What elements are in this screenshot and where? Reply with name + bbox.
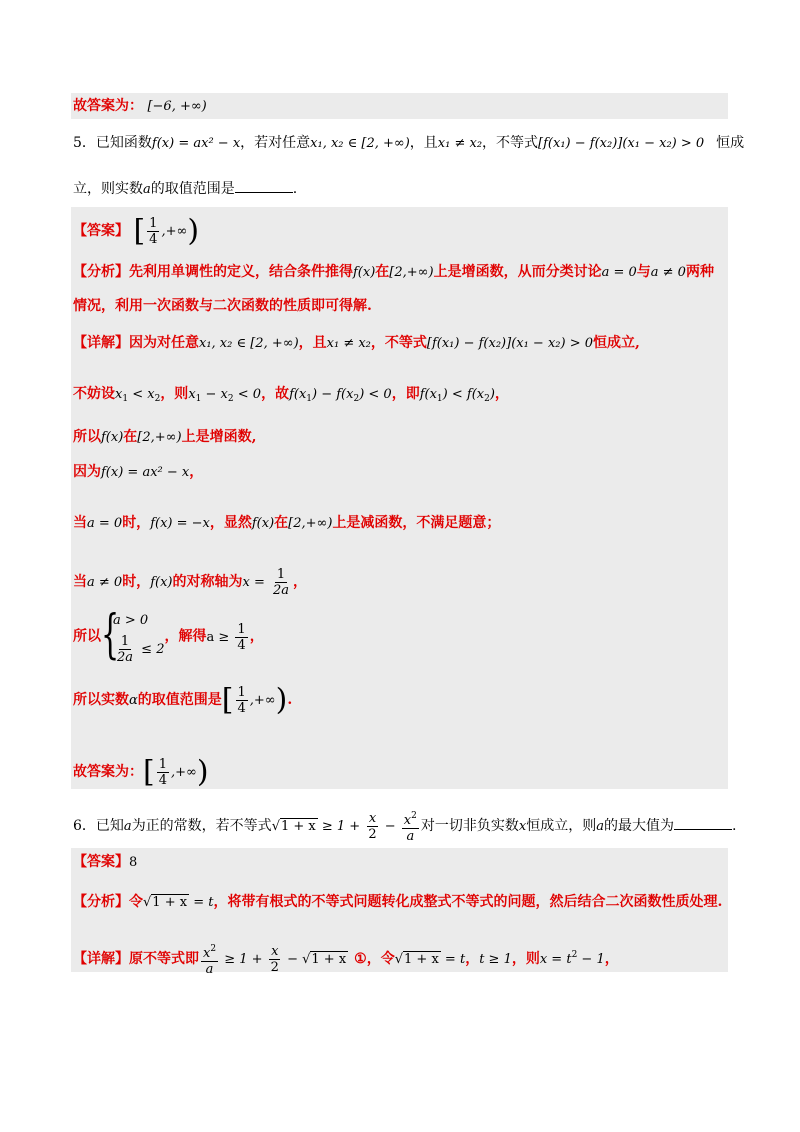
analysis-6 (73, 892, 722, 913)
formula: f(x) (150, 575, 173, 590)
question-6-line-1 (73, 808, 736, 845)
detail-text: ，令 (366, 951, 395, 967)
analysis-text: 与 (636, 264, 651, 280)
detail-text: ，不等式 (370, 335, 427, 351)
detail-5-line-5 (73, 513, 500, 534)
answer-blank (235, 179, 293, 193)
detail-5-line-6 (73, 564, 307, 601)
detail-text: ，则 (160, 386, 189, 402)
answer-value: 8 (129, 855, 138, 870)
formula: $\frac{x^2}{a}$ ≥ 1 + $\frac{x}{2}$ − √1 + x (203, 944, 347, 977)
question-number: 6．已知 (73, 818, 124, 834)
question-text: 恒成立，则 (526, 818, 597, 834)
question-5-line-1 (73, 133, 744, 154)
detail-text: . (287, 692, 293, 708)
final-answer-value: [−6, +∞) (147, 99, 207, 114)
detail-text: ， (249, 628, 264, 645)
analysis-text: 情况，利用一次函数与二次函数的性质即可得解. (73, 298, 372, 314)
analysis-text: 两种 (685, 264, 714, 280)
final-answer-5 (73, 752, 209, 793)
question-text: . (292, 181, 298, 197)
detail-5-line-8 (73, 680, 292, 721)
analysis-5-line-2 (73, 296, 372, 316)
detail-text: ，解得 (164, 628, 207, 645)
formula: [2,+∞) (288, 516, 333, 531)
formula: t ≥ 1 (479, 952, 512, 967)
detail-6 (73, 937, 619, 978)
formula: √1 + x = t (143, 895, 214, 910)
answer-tag: 【答案】 (73, 223, 129, 239)
question-text: . (731, 818, 737, 834)
formula: a ≠ 0 (650, 265, 686, 280)
answer-6 (73, 852, 137, 873)
variable: a (596, 819, 604, 834)
detail-5-line-7 (73, 605, 264, 666)
formula: $f(x_1) < f(x_2)$ (419, 387, 495, 404)
detail-text: 所以实数 (73, 692, 129, 708)
equation-marker: ① (354, 951, 367, 967)
detail-text: ，故 (261, 386, 290, 402)
detail-text: 所以 (73, 429, 101, 445)
question-5-line-2 (73, 179, 297, 200)
detail-text: ， (494, 386, 509, 402)
detail-text: 因为 (73, 464, 101, 480)
analysis-text: 上是增函数，从而分类讨论 (433, 264, 602, 280)
analysis-5-line-1 (73, 262, 714, 283)
formula: √1 + x ≥ 1 + $\frac{x}{2}$ − $\frac{x^2}{a}$ (271, 811, 417, 844)
variable: a (123, 819, 132, 834)
question-text: 立，则实数 (73, 181, 143, 197)
question-text: 恒成 (716, 135, 745, 151)
formula: x₁, x₂ ∈ [2, +∞) (310, 136, 410, 151)
detail-text: 恒成立, (593, 335, 640, 351)
detail-text: 原不等式即 (129, 951, 199, 967)
question-text: 的取值范围是 (150, 181, 235, 197)
variable: x (518, 819, 527, 834)
analysis-tag: 【分析】 (73, 894, 129, 910)
analysis-text: 先利用单调性的定义，结合条件推得 (129, 264, 353, 280)
formula: x₁ ≠ x₂ (326, 336, 371, 351)
prev-answer-line (73, 96, 207, 117)
detail-text: ， (189, 464, 204, 480)
variable: α (129, 693, 138, 708)
final-answer-label: 故答案为： (73, 764, 143, 780)
detail-text: 因为对任意 (129, 335, 199, 351)
formula: [2,+∞) (389, 265, 434, 280)
inequality-system: { a > 0 $\frac{1}{2a}$ ≤ 2 (101, 605, 165, 665)
detail-text: 在 (123, 429, 138, 445)
final-answer-label: 故答案为： (73, 98, 143, 114)
question-number: 5．已知函数 (73, 135, 152, 151)
detail-5-line-4 (73, 462, 203, 483)
detail-text: ，即 (391, 386, 420, 402)
analysis-tag: 【分析】 (73, 264, 129, 280)
question-text: 的最大值为 (603, 818, 674, 834)
formula: $x_1 < x_2$ (115, 387, 161, 404)
formula: a = 0 (87, 516, 123, 531)
detail-text: 当 (73, 515, 87, 531)
detail-text: ， (293, 574, 308, 590)
formula: x₁ ≠ x₂ (437, 136, 483, 151)
formula: √1 + x = t (394, 952, 466, 967)
analysis-text: 在 (375, 264, 390, 280)
formula: $x_1 - x_2 < 0$ (188, 387, 262, 404)
question-text: ，若对任意 (240, 135, 311, 151)
analysis-text: ，将带有根式的不等式问题转化成整式不等式的问题，然后结合二次函数性质处理. (213, 894, 723, 910)
question-text: ，且 (409, 135, 438, 151)
detail-text: 上是减函数，不满足题意； (332, 515, 501, 531)
detail-text: 的对称轴为 (172, 574, 243, 590)
detail-5-line-1 (73, 333, 640, 354)
detail-tag: 【详解】 (73, 335, 129, 351)
answer-tag: 【答案】 (73, 854, 129, 870)
formula: $x = t^2 - 1$ (539, 950, 605, 967)
formula: f(x) (101, 430, 124, 445)
formula: [f(x₁) − f(x₂)](x₁ − x₂) > 0 (426, 336, 594, 351)
formula: x = $\frac{1}{2a}$ (242, 567, 290, 598)
detail-text: ， (604, 951, 619, 967)
formula: f(x) = −x (150, 516, 210, 531)
detail-text: ， (465, 951, 480, 967)
formula: f(x) (251, 516, 275, 531)
detail-5-line-3 (73, 427, 256, 448)
answer-value: [ $\frac{1}{4}$ ,+∞) (133, 213, 200, 249)
detail-5-line-2 (73, 384, 509, 409)
answer-5 (73, 215, 199, 248)
detail-text: ，则 (511, 951, 540, 967)
formula: [ $\frac{1}{4}$ ,+∞) (143, 754, 209, 790)
detail-text: 时， (122, 574, 151, 590)
detail-text: 当 (73, 574, 87, 590)
answer-blank (674, 816, 732, 830)
detail-text: 的取值范围是 (137, 692, 222, 708)
formula: f(x) (353, 265, 376, 280)
formula: a = 0 (601, 265, 637, 280)
variable: a (143, 182, 151, 197)
formula: [2,+∞) (137, 430, 182, 445)
question-text: 对一切非负实数 (420, 818, 519, 834)
detail-text: 上是增函数, (181, 429, 257, 445)
detail-text: 时， (122, 515, 151, 531)
formula: f(x) = ax² − x (151, 136, 241, 151)
detail-text: 在 (274, 515, 289, 531)
formula: [ $\frac{1}{4}$ ,+∞) (221, 682, 288, 718)
detail-text: ，显然 (209, 515, 252, 531)
detail-text: ，且 (298, 335, 327, 351)
question-text: ，不等式 (482, 135, 539, 151)
detail-text: 不妨设 (73, 386, 115, 402)
formula: a ≥ $\frac{1}{4}$ (206, 621, 246, 653)
detail-tag: 【详解】 (73, 951, 129, 967)
formula: f(x) = ax² − x (101, 465, 190, 480)
formula: $f(x_1) - f(x_2) < 0$ (289, 387, 392, 404)
detail-text: 所以 (73, 628, 101, 645)
question-text: 为正的常数，若不等式 (131, 818, 272, 834)
formula: x₁, x₂ ∈ [2, +∞) (199, 336, 299, 351)
analysis-text: 令 (129, 894, 143, 910)
formula: [f(x₁) − f(x₂)](x₁ − x₂) > 0 (538, 136, 705, 151)
formula: a ≠ 0 (87, 575, 123, 590)
